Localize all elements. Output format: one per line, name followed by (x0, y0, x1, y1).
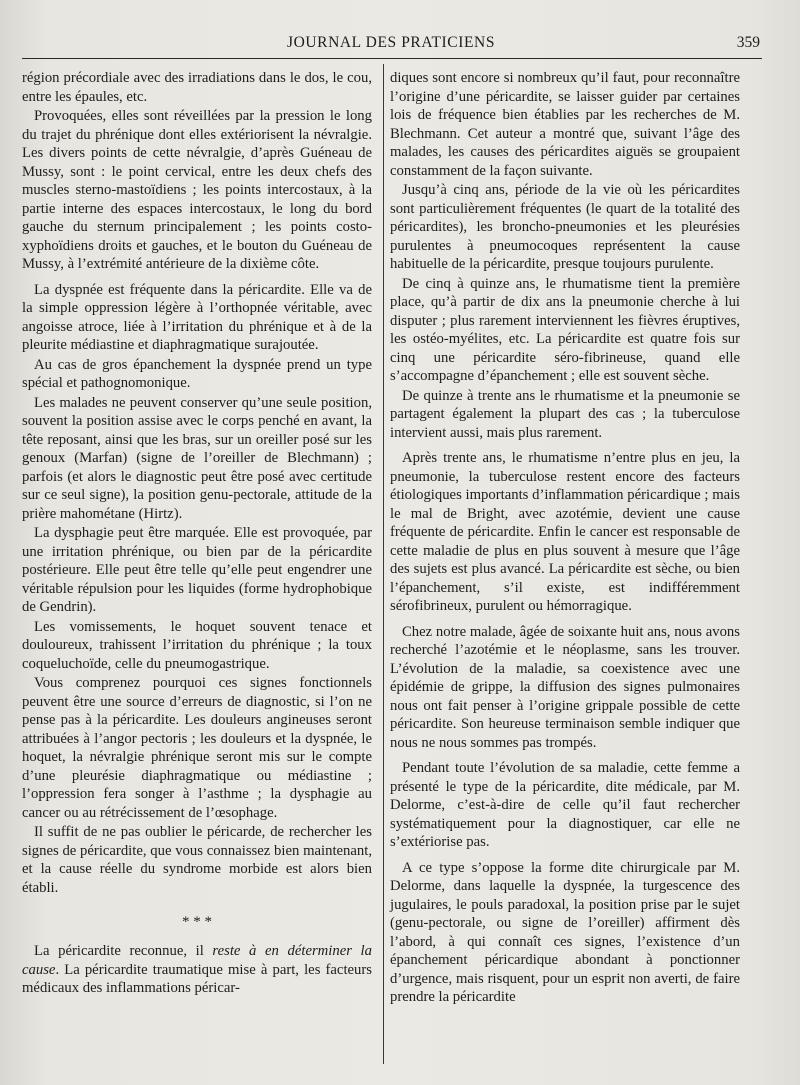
paragraph: La dyspnée est fréquente dans la péricardite. Elle va de la simple oppression légère à l’orthopnée véritable, avec angoisse atroce, liée à l’irritation du phrénique et à de la pleurite médiastine et diaphragmatique surajoutée. (22, 281, 372, 353)
right-column (390, 69, 740, 1007)
journal-title: JOURNAL DES PRATICIENS (286, 34, 496, 51)
paragraph: Jusqu’à cinq ans, période de la vie où les péricardites sont particulièrement fréquentes (le quart de la totalité des péricardites), les broncho-pneumonies et les pleurésies purulentes à pneumocoques représentent la cause habituelle de la péricardite, presque toujours purulente. (390, 182, 740, 272)
text-run: La péricardite reconnue, il (34, 943, 213, 959)
section-separator: * * * (182, 914, 212, 930)
left-column (22, 69, 372, 998)
paragraph: Il suffit de ne pas oublier le péricarde, de rechercher les signes de péricardite, que vous connaissez bien maintenant, et la cause réelle du syndrome morbide est alors bien établi. (22, 824, 372, 896)
paragraph: Les vomissements, le hoquet souvent tenace et douloureux, trahissent l’irritation du phrénique ; la toux coqueluchoïde, celle du pneumogastrique. (22, 618, 372, 672)
column-divider (383, 64, 384, 1064)
paragraph: région précordiale avec des irradiations dans le dos, le cou, entre les épaules, etc. (22, 70, 372, 105)
paragraph: Chez notre malade, âgée de soixante huit ans, nous avons recherché l’azotémie et le néoplasme, sans les trouver. L’évolution de la maladie, sa coexistence avec une épidémie de grippe, la diffusion des signes pulmonaires nous ont fait penser à l’origine grippale possible de cette péricardite. Son heureuse terminaison semble indiquer que nous ne nous sommes pas trompés. (390, 623, 740, 751)
text-run: . La péricardite traumatique mise à part, les facteurs médicaux des inflammations péricar- (22, 961, 372, 996)
italic-phrase: reste à en déterminer la cause (22, 943, 372, 978)
paragraph: Les malades ne peuvent conserver qu’une seule position, souvent la position assise avec le corps penché en avant, la tête reposant, ainsi que les bras, sur un oreiller posé sur les genoux (Marfan) (signe de l’oreiller de Blechmann) ; parfois (et alors le diagnostic peut être posé avec certitude sur ce seul signe), la position genu-pectorale, attitude de la prière mahométane (Hirtz). (22, 394, 372, 522)
paragraph: Au cas de gros épanchement la dyspnée prend un type spécial et pathognomonique. (22, 356, 372, 391)
header-rule (22, 58, 762, 59)
paragraph: Provoquées, elles sont réveillées par la pression le long du trajet du phrénique dont elles extériorisent la névralgie. Les divers points de cette névralgie, d’après Guéneau de Mussy, sont : le point cervical, entre les deux chefs des muscles sterno-mastoïdiens ; les points intercostaux, à la partie interne des espaces intercostaux, le long du bord gauche du sternum principalement ; les points costo-xyphoïdiens droits et gauches, et le bouton du Guéneau de Mussy, à l’extrémité antérieure de la dixième côte. (22, 108, 372, 272)
paragraph: A ce type s’oppose la forme dite chirurgicale par M. Delorme, dans laquelle la dyspnée, la turgescence des jugulaires, le pouls paradoxal, la position prise par le sujet (genu-pectorale, ou signe de l’oreiller) affirment dès l’abord, à qui connaît ces signes, l’existence d’un épanchement péricardique abondant à ponctionner d’urgence, mais risquent, pour un esprit non averti, de faire prendre la péricardite (390, 859, 740, 1005)
paragraph: La dysphagie peut être marquée. Elle est provoquée, par une irritation phrénique, ou bien par de la péricardite postérieure. Elle peut être telle qu’elle peut engendrer une véritable répulsion pour les liquides (forme hydrophobique de Gendrin). (22, 525, 372, 615)
page-number: 359 (736, 34, 760, 51)
paragraph: De cinq à quinze ans, le rhumatisme tient la première place, qu’à partir de dix ans la pneumonie cherche à lui disputer ; plus rarement interviennent les fièvres éruptives, les ostéo-myélites, etc. La péricardite est quatre fois sur cinq une péricardite séro-fibrineuse, quand elle s’accompagne d’épanchement ; elle est souvent sèche. (390, 275, 740, 384)
paragraph: diques sont encore si nombreux qu’il faut, pour reconnaître l’origine d’une péricardite, se laisser guider par certaines lois de fréquence bien établies par les recherches de M. Blechmann. Cet auteur a montré que, suivant l’âge des malades, les causes des péricardites aiguës se groupaient constamment de la façon suivante. (390, 70, 740, 179)
running-header (22, 34, 760, 56)
paragraph (22, 942, 372, 998)
paragraph: Pendant toute l’évolution de sa maladie, cette femme a présenté le type de la péricardite, dite médicale, par M. Delorme, c’est-à-dire de celle qu’il faut rechercher systématiquement pour la diagnostiquer, car elle ne s’extériorise pas. (390, 760, 740, 850)
paragraph: Vous comprenez pourquoi ces signes fonctionnels peuvent être une source d’erreurs de diagnostic, si l’on ne pense pas à la péricardite. Les douleurs angineuses seront attribuées à l’angor pectoris ; les douleurs et la dyspnée, le hoquet, la névralgie phrénique seront mis sur le compte d’une pleurésie diaphragmatique ou médiastine ; l’oppression fera songer à l’asthme ; la dysphagie au cancer ou au rétrécissement de l’œsophage. (22, 675, 372, 821)
paragraph: Après trente ans, le rhumatisme n’entre plus en jeu, la pneumonie, la tuberculose restent encore des facteurs étiologiques importants d’inflammation péricardique ; mais le mal de Bright, avec azotémie, devient une cause fréquente de péricardite. Enfin le cancer est responsable de cette maladie de plus en plus souvent à mesure que l’âge des sujets est plus avancé. La péricardite est sèche, ou bien l’épanchement, s’il existe, est indifféremment sérofibrineux, purulent ou hémorragique. (390, 450, 740, 614)
paragraph: De quinze à trente ans le rhumatisme et la pneumonie se partagent également la plupart des cas ; la tuberculose intervient aussi, mais plus rarement. (390, 387, 740, 441)
